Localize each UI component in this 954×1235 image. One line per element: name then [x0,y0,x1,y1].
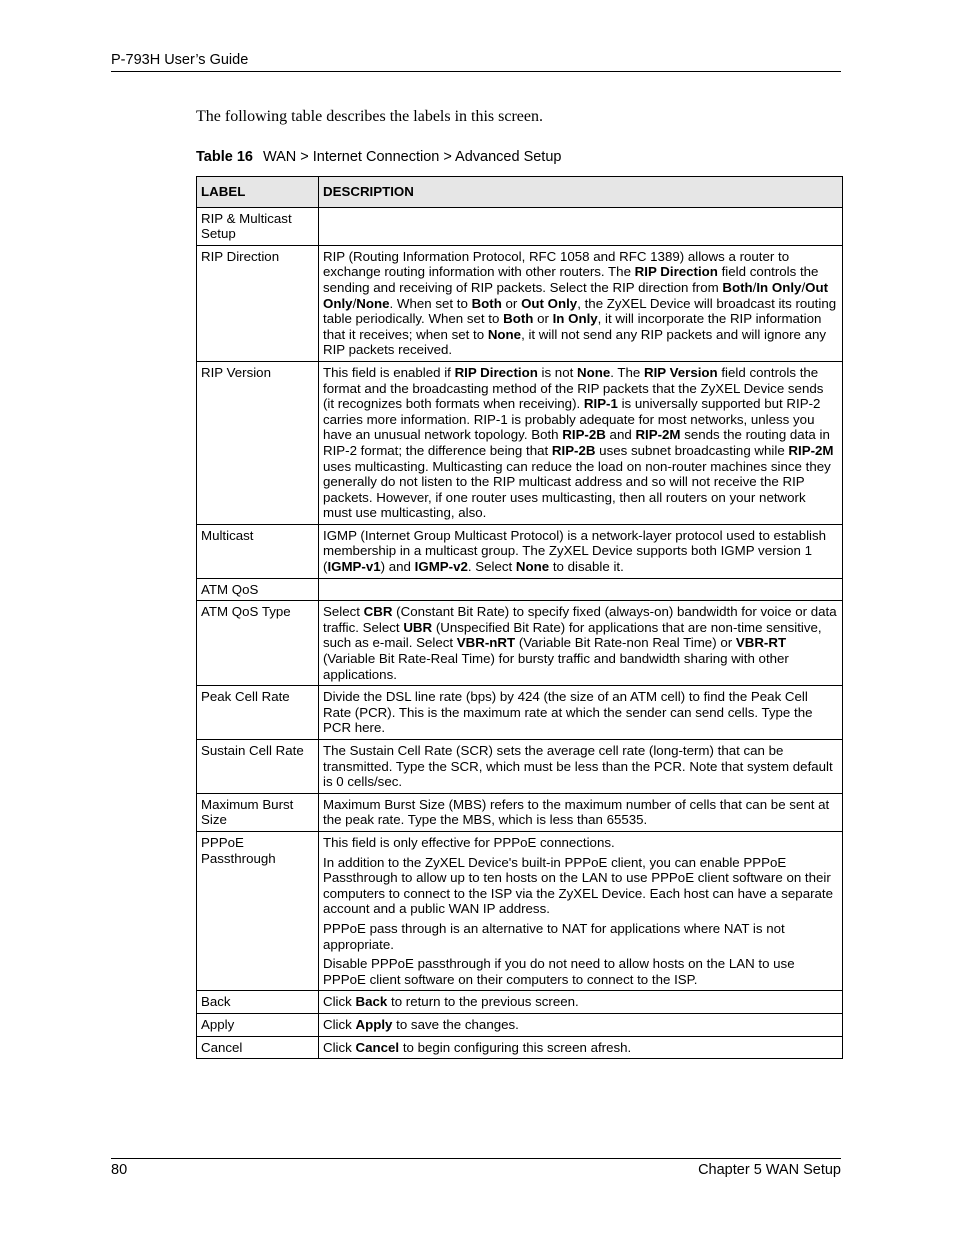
field-name-text: RIP-2B [551,442,596,458]
running-header: P-793H User’s Guide [111,52,249,68]
intro-paragraph: The following table describes the labels in this screen. [196,108,544,125]
description-text: IGMP (Internet Group Multicast Protocol) is a network-layer protocol used to establish membership in a multicast group. The ZyXEL Device supports both IGMP version 1 ( [323,527,827,575]
field-name-text: VBR-nRT [456,635,516,651]
row-description [319,831,843,990]
description-text: is not [537,364,577,380]
row-description [319,1013,843,1036]
field-name-text: IGMP-v2 [414,559,468,575]
row-label: ATM QoS [197,578,319,601]
page-number: 80 [111,1162,128,1178]
description-paragraph [323,1040,838,1056]
label-description-table [196,176,843,1059]
field-name-text: None [576,364,611,380]
description-text: . The [610,364,644,380]
field-name-text: None [356,295,390,311]
description-text: In addition to the ZyXEL Device's built-in PPPoE client, you can enable PPPoE Passthrough to allow up to ten hosts on the LAN to use PPPoE client software on their computers to connect to the ISP via the ZyXEL Device. Each host can have a separate account and a public WAN IP address. [323,854,834,917]
description-text: is universally supported but RIP-2 carries more information. RIP-1 is probably adequate for most networks, unless you have an unusual network topology. Both [323,396,821,443]
description-text: (Constant Bit Rate) to specify fixed (always-on) bandwidth for voice or data traffic. Select [323,604,837,635]
description-text: , it will not send any RIP packets and will ignore any RIP packets received. [323,326,827,358]
row-description [319,991,843,1014]
table-row [197,831,843,990]
description-text: to return to the previous screen. [387,994,579,1010]
description-paragraph [323,797,838,828]
description-text: sends the routing data in RIP-2 format; the difference being that [323,427,830,458]
field-name-text: IGMP-v1 [327,559,381,575]
row-label: Peak Cell Rate [197,686,319,740]
field-name-text: Out Only [521,295,578,311]
row-label: Multicast [197,524,319,578]
description-text: , it will incorporate the RIP information that it receives; when set to [323,311,822,342]
table-body [197,207,843,1059]
field-name-text: Both [722,279,753,295]
description-text: to begin configuring this screen afresh. [399,1039,632,1055]
description-paragraph [323,689,838,736]
description-text: field controls the sending and receiving of RIP packets. Select the RIP direction from [323,264,819,295]
row-description [319,578,843,601]
description-text: The Sustain Cell Rate (SCR) sets the average cell rate (long-term) that can be transmitted. Type the SCR, which must be less than the PCR. Note that system default is 0 cells/sec. [323,743,833,790]
field-name-text: RIP Version [644,364,718,380]
row-label: RIP Direction [197,245,319,361]
description-text: uses subnet broadcasting while [595,442,789,458]
description-text: PPPoE pass through is an alternative to NAT for applications where NAT is not appropriate. [323,920,785,952]
description-text: field controls the format and the broadcasting method of the RIP packets that the ZyXEL Device sends (it recognizes both formats when receiving). [323,364,824,412]
description-text: Click [323,1016,356,1032]
field-name-text: In Only [552,311,598,327]
row-description [319,686,843,740]
description-text: to save the changes. [392,1016,519,1032]
row-description [319,245,843,361]
table-row [197,991,843,1014]
description-text: Divide the DSL line rate (bps) by 424 (the size of an ATM cell) to find the Peak Cell Rate (PCR). This is the maximum rate at which the sender can send cells. Type the PCR here. [323,689,813,736]
table-row [197,578,843,601]
description-paragraph [323,835,838,851]
row-label: RIP Version [197,361,319,524]
field-name-text: Both [503,311,534,327]
field-name-text: Cancel [355,1039,400,1055]
row-label: Cancel [197,1036,319,1059]
row-description [319,1036,843,1059]
row-label: Apply [197,1013,319,1036]
row-description [319,601,843,686]
field-name-text: In Only [756,279,802,295]
row-description [319,524,843,578]
field-name-text: Both [471,295,502,311]
field-name-text: RIP Direction [634,264,718,280]
row-description [319,207,843,245]
field-name-text: Back [355,994,388,1010]
description-text: Maximum Burst Size (MBS) refers to the maximum number of cells that can be sent at the peak rate. Type the MBS, which is less than 65535. [323,796,830,828]
field-name-text: None [487,326,522,342]
description-text: or [533,311,553,327]
description-text: . Select [467,559,516,575]
field-name-text: RIP-2M [635,427,681,443]
description-text: / [801,279,806,295]
description-text: to disable it. [549,559,624,575]
description-text: or [501,295,522,311]
description-paragraph [323,1017,838,1033]
table-header-row [197,177,843,208]
row-label: RIP & Multicast Setup [197,207,319,245]
row-label: Maximum Burst Size [197,793,319,831]
description-text: / [752,279,757,295]
field-name-text: UBR [403,619,433,635]
table-row [197,793,843,831]
field-name-text: Out Only [323,279,829,311]
table-row [197,1013,843,1036]
description-text: / [352,295,357,311]
description-text: uses multicasting. Multicasting can reduce the load on non-router machines since they generally do not listen to the RIP multicast address and so will not receive the RIP packets. However, if one router uses multicasting, then all routers on your network must use multicasting, also. [323,458,831,521]
description-paragraph [323,249,838,358]
table-row [197,207,843,245]
description-text: , the ZyXEL Device will broadcast its routing table periodically. When set to [323,295,837,327]
row-description [319,793,843,831]
table-row [197,1036,843,1059]
table-row [197,524,843,578]
description-paragraph [323,994,838,1010]
field-name-text: VBR-RT [735,635,787,651]
field-name-text: RIP Direction [454,364,538,380]
row-label: Back [197,991,319,1014]
description-paragraph [323,604,838,682]
description-text: Click [323,1039,356,1055]
description-text: Disable PPPoE passthrough if you do not need to allow hosts on the LAN to use PPPoE client software on their computers to connect to the ISP. [323,956,795,987]
description-text: ) and [380,559,415,575]
table-row [197,686,843,740]
table-caption [196,149,561,165]
description-paragraph [323,743,838,790]
table-row [197,361,843,524]
description-column-header: DESCRIPTION [319,177,843,208]
header-rule [111,71,841,72]
table-row [197,740,843,794]
field-name-text: RIP-2M [788,442,834,458]
table-row [197,245,843,361]
table-caption-title: WAN > Internet Connection > Advanced Setup [262,149,562,165]
description-text: (Variable Bit Rate-non Real Time) or [515,635,736,651]
description-paragraph [323,855,838,917]
label-column-header: LABEL [197,177,319,208]
description-text: RIP (Routing Information Protocol, RFC 1058 and RFC 1389) allows a router to exchange routing information with other routers. The [323,248,790,280]
description-paragraph [323,956,838,987]
description-text: (Unspecified Bit Rate) for applications that are non-time sensitive, such as e-mail. Select [323,619,822,651]
description-text: Click [323,994,356,1010]
description-paragraph [323,921,838,952]
row-description [319,740,843,794]
field-name-text: RIP-2B [562,427,606,443]
field-name-text: RIP-1 [583,396,618,412]
description-paragraph [323,528,838,575]
row-label: PPPoE Passthrough [197,831,319,990]
description-text: This field is enabled if [323,364,455,380]
field-name-text: None [515,559,550,575]
row-label: ATM QoS Type [197,601,319,686]
row-label: Sustain Cell Rate [197,740,319,794]
row-description [319,361,843,524]
table-row [197,601,843,686]
footer-rule [111,1158,841,1159]
description-text: and [605,427,636,443]
description-text: Select [323,604,364,620]
description-text: . When set to [389,295,472,311]
field-name-text: CBR [363,604,393,620]
field-name-text: Apply [355,1016,393,1032]
description-paragraph [323,365,838,521]
description-text: This field is only effective for PPPoE connections. [323,834,615,850]
chapter-title: Chapter 5 WAN Setup [698,1162,841,1178]
table-caption-number: Table 16 [196,149,253,165]
description-text: (Variable Bit Rate-Real Time) for bursty traffic and bandwidth sharing with other applications. [323,651,789,682]
